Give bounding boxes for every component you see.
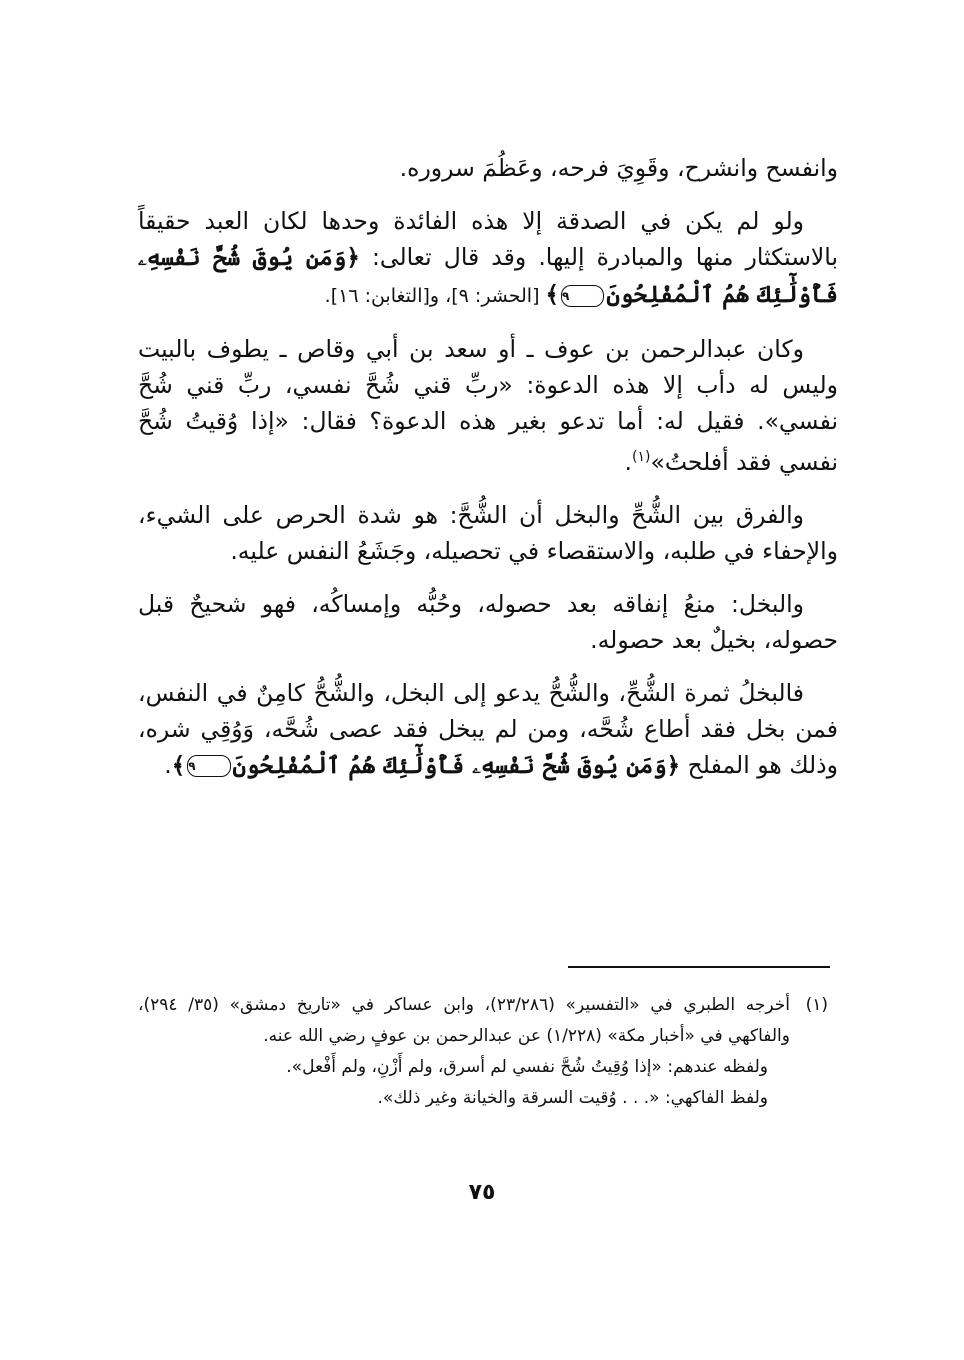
quran-close-bracket: ﴾ bbox=[171, 751, 186, 779]
ayah-number-marker: ٩ bbox=[561, 285, 604, 307]
footnote-separator bbox=[568, 966, 830, 968]
paragraph-3 bbox=[138, 331, 838, 480]
footnote-1-fakihi-text: ولفظ الفاكهي: «. . . وُقيت السرقة والخيانة وغير ذلك». bbox=[377, 1088, 768, 1108]
paragraph-2-text: ولو لم يكن في الصدقة إلا هذه الفائدة وحدها لكان العبد حقيقاً بالاستكثار منها والمبادرة إليها. وقد قال تعالى: bbox=[138, 207, 838, 271]
footnote-mark: (١) bbox=[631, 449, 651, 465]
paragraph-4-text: والفرق بين الشُّحِّ والبخل أن الشُّحَّ: هو شدة الحرص على الشيء، والإحفاء في طلبه، والاستقصاء في تحصيله، وجَشَعُ النفس عليه. bbox=[138, 500, 838, 565]
paragraph-6-end: . bbox=[164, 750, 172, 779]
paragraph-6 bbox=[138, 675, 838, 784]
verse-reference: [الحشر: ٩]، و[التغابن: ١٦]. bbox=[324, 285, 546, 307]
paragraph-5 bbox=[138, 586, 838, 658]
paragraph-1-text: وانفسح وانشرح، وقَوِيَ فرحه، وعَظُمَ سروره. bbox=[399, 154, 838, 182]
footnote-1 bbox=[138, 990, 828, 1052]
page-number: ٧٥ bbox=[468, 1180, 496, 1205]
paragraph-3-text: وكان عبدالرحمن بن عوف ـ أو سعد بن أبي وقاص ـ يطوف بالبيت وليس له دأب إلا هذه الدعوة: «ربِّ قني شُحَّ نفسي، ربِّ قني شُحَّ نفسي». فقيل له: أما تدعو بغير هذه الدعوة؟ فقال: «إذا وُقيتُ شُحَّ نفسي فقد أفلحتُ» bbox=[138, 335, 838, 476]
footnote-1-fakihi-wording bbox=[138, 1083, 828, 1114]
paragraph-6-text: فالبخلُ ثمرة الشُّحِّ، والشُّحُّ يدعو إلى البخل، والشُّحُّ كامِنٌ في النفس، فمن بخل فقد أطاع شُحَّه، ومن لم يبخل فقد عصى شُحَّه، وَوُقِي شره، وذلك هو المفلح bbox=[138, 678, 838, 779]
quran-close-bracket: ﴾ bbox=[545, 281, 560, 308]
paragraph-4 bbox=[138, 497, 838, 569]
paragraph-5-text: والبخل: منعُ إنفاقه بعد حصوله، وحُبُّه وإمساكُه، فهو شحيحٌ قبل حصوله، بخيلٌ بعد حصوله. bbox=[138, 589, 838, 654]
footnote-1-text: أخرجه الطبري في «التفسير» (٢٣/٢٨٦)، وابن عساكر في «تاريخ دمشق» (٣٥/ ٢٩٤)، والفاكهي في «أخبار مكة» (١/٢٢٨) عن عبدالرحمن بن عوفٍ رضي الله عنه. bbox=[138, 995, 790, 1046]
main-text bbox=[138, 150, 838, 801]
footnotes bbox=[138, 990, 828, 1114]
footnote-1-wording bbox=[138, 1052, 828, 1083]
footnote-number: (١) bbox=[805, 995, 828, 1015]
quran-verse: ﴿وَمَن يُوقَ شُحَّ نَفْسِهِۦ فَأُوْلَٰٓئِكَ هُمُ ٱلْمُفْلِحُونَ bbox=[232, 751, 681, 779]
quran-verse: ﴿وَمَن يُوقَ شُحَّ نَفْسِهِۦ فَأُوْلَٰٓئِكَ هُمُ ٱلْمُفْلِحُونَ bbox=[138, 244, 838, 308]
paragraph-2 bbox=[138, 203, 838, 314]
footnote-1-wording-text: ولفظه عندهم: «إذا وُقِيتُ شُحَّ نفسي لم أسرق، ولم أَزْنِ، ولم أَفْعل». bbox=[286, 1057, 768, 1077]
paragraph-3-end: . bbox=[624, 447, 632, 476]
ayah-number-marker: ٩ bbox=[187, 755, 230, 777]
paragraph-1 bbox=[138, 150, 838, 186]
